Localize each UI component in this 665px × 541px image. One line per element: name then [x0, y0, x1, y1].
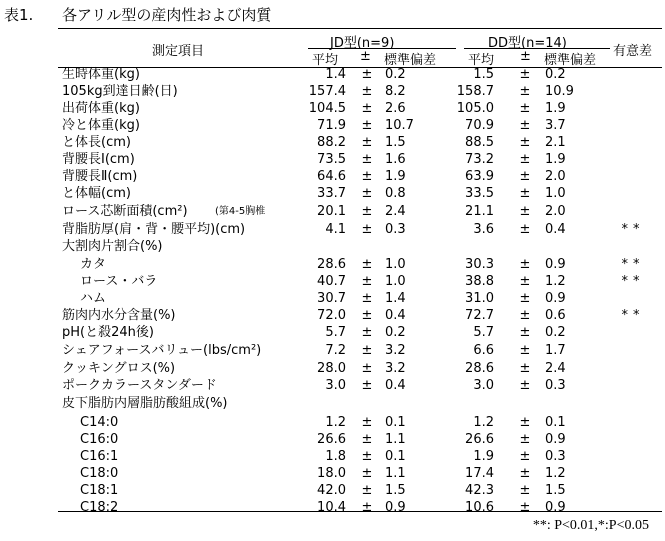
jd-sd-cell: 1.4 — [385, 291, 406, 306]
row-label: C18:0 — [80, 466, 119, 481]
table-row — [0, 273, 665, 290]
header-jd-pm: ± — [360, 49, 371, 64]
table-row — [0, 499, 665, 516]
jd-sd-cell: 0.2 — [385, 325, 406, 340]
dd-sd-cell: 0.1 — [545, 415, 566, 430]
header-jd-mean: 平均 — [312, 53, 339, 68]
jd-sd-cell: 1.9 — [385, 169, 406, 184]
dd-sd-cell: 0.9 — [545, 432, 566, 447]
dd-sd-cell: 1.2 — [545, 274, 566, 289]
header-group-dd: DD型(n=14) — [488, 36, 567, 51]
row-label: 背脂肪厚(肩・背・腰平均)(cm) — [62, 222, 246, 237]
jd-pm-cell: ± — [361, 222, 373, 237]
jd-sd-cell: 1.1 — [385, 466, 406, 481]
table-row — [0, 482, 665, 499]
row-label: 背腰長Ⅰ(cm) — [62, 152, 135, 167]
table-row — [0, 465, 665, 482]
dd-pm-cell: ± — [519, 361, 531, 376]
significance-cell: ** — [621, 308, 645, 323]
header-dd-sd: 標準偏差 — [544, 53, 597, 68]
dd-sd-cell: 0.9 — [545, 291, 566, 306]
dd-sd-cell: 2.1 — [545, 135, 566, 150]
dd-sd-cell: 0.3 — [545, 378, 566, 393]
dd-pm-cell: ± — [519, 135, 531, 150]
row-label: C18:1 — [80, 483, 119, 498]
jd-pm-cell: ± — [361, 291, 373, 306]
dd-sd-cell: 2.0 — [545, 204, 566, 219]
dd-sd-cell: 1.0 — [545, 186, 566, 201]
table-row — [0, 83, 665, 100]
dd-sd-cell: 0.3 — [545, 449, 566, 464]
jd-sd-cell: 8.2 — [385, 84, 406, 99]
jd-sd-cell: 10.7 — [385, 118, 414, 133]
dd-mean-cell: 72.7 — [465, 308, 494, 323]
jd-mean-cell: 28.0 — [317, 361, 346, 376]
table-row — [0, 307, 665, 324]
jd-mean-cell: 26.6 — [317, 432, 346, 447]
dd-mean-cell: 26.6 — [465, 432, 494, 447]
jd-pm-cell: ± — [361, 500, 373, 515]
jd-mean-cell: 71.9 — [317, 118, 346, 133]
dd-pm-cell: ± — [519, 308, 531, 323]
jd-mean-cell: 3.0 — [325, 378, 346, 393]
table-row — [0, 290, 665, 307]
row-label: ポークカラースタンダード — [62, 378, 217, 393]
dd-sd-cell: 0.4 — [545, 222, 566, 237]
jd-mean-cell: 33.7 — [317, 186, 346, 201]
jd-mean-cell: 28.6 — [317, 257, 346, 272]
jd-pm-cell: ± — [361, 257, 373, 272]
jd-mean-cell: 40.7 — [317, 274, 346, 289]
dd-mean-cell: 28.6 — [465, 361, 494, 376]
significance-cell: ** — [621, 222, 645, 237]
jd-sd-cell: 1.5 — [385, 483, 406, 498]
dd-pm-cell: ± — [519, 222, 531, 237]
row-label: 背腰長Ⅱ(cm) — [62, 169, 138, 184]
table-row — [0, 117, 665, 134]
header-dd-mean: 平均 — [468, 53, 495, 68]
jd-pm-cell: ± — [361, 378, 373, 393]
row-label-note: (第4-5胸椎 — [215, 206, 266, 217]
jd-mean-cell: 88.2 — [317, 135, 346, 150]
jd-pm-cell: ± — [361, 483, 373, 498]
jd-sd-cell: 0.4 — [385, 378, 406, 393]
dd-pm-cell: ± — [519, 186, 531, 201]
dd-mean-cell: 158.7 — [456, 84, 494, 99]
dd-pm-cell: ± — [519, 500, 531, 515]
dd-mean-cell: 17.4 — [465, 466, 494, 481]
table-number: 表1. — [4, 6, 34, 24]
dd-mean-cell: 5.7 — [473, 325, 494, 340]
row-label: と体長(cm) — [62, 135, 131, 150]
dd-pm-cell: ± — [519, 415, 531, 430]
dd-pm-cell: ± — [519, 432, 531, 447]
jd-pm-cell: ± — [361, 204, 373, 219]
row-label: 生時体重(kg) — [62, 67, 140, 82]
dd-mean-cell: 42.3 — [465, 483, 494, 498]
header-dd-pm: ± — [520, 49, 531, 64]
jd-pm-cell: ± — [361, 169, 373, 184]
table-row — [0, 342, 665, 359]
jd-mean-cell: 157.4 — [308, 84, 346, 99]
dd-pm-cell: ± — [519, 274, 531, 289]
jd-mean-cell: 1.2 — [325, 415, 346, 430]
jd-mean-cell: 20.1 — [317, 204, 346, 219]
dd-sd-cell: 0.2 — [545, 67, 566, 82]
jd-pm-cell: ± — [361, 308, 373, 323]
top-rule — [58, 28, 662, 29]
row-label: pH(と殺24h後) — [62, 325, 154, 340]
jd-sd-cell: 0.1 — [385, 449, 406, 464]
jd-mean-cell: 64.6 — [317, 169, 346, 184]
jd-sd-cell: 0.8 — [385, 186, 406, 201]
table-caption — [4, 4, 271, 25]
row-label: 皮下脂肪内層脂肪酸組成(%) — [62, 396, 228, 411]
dd-pm-cell: ± — [519, 67, 531, 82]
header-jd-sd: 標準偏差 — [384, 53, 437, 68]
jd-mean-cell: 42.0 — [317, 483, 346, 498]
jd-pm-cell: ± — [361, 432, 373, 447]
dd-mean-cell: 33.5 — [465, 186, 494, 201]
dd-pm-cell: ± — [519, 257, 531, 272]
jd-pm-cell: ± — [361, 135, 373, 150]
row-label: C16:1 — [80, 449, 119, 464]
row-label: と体幅(cm) — [62, 186, 131, 201]
table-title: 各アリル型の産肉性および肉質 — [62, 6, 272, 24]
jd-mean-cell: 7.2 — [325, 343, 346, 358]
dd-pm-cell: ± — [519, 325, 531, 340]
jd-sd-cell: 0.2 — [385, 67, 406, 82]
jd-sd-cell: 1.6 — [385, 152, 406, 167]
dd-mean-cell: 70.9 — [465, 118, 494, 133]
jd-mean-cell: 104.5 — [308, 101, 346, 116]
dd-mean-cell: 30.3 — [465, 257, 494, 272]
jd-sd-cell: 3.2 — [385, 361, 406, 376]
table-row — [0, 66, 665, 83]
jd-sd-cell: 1.1 — [385, 432, 406, 447]
row-label: 筋肉内水分含量(%) — [62, 308, 176, 323]
row-label: ロース・バラ — [80, 274, 158, 289]
row-label: ロース芯断面積(cm²) — [62, 204, 188, 219]
dd-mean-cell: 73.2 — [465, 152, 494, 167]
jd-pm-cell: ± — [361, 101, 373, 116]
row-label: カタ — [80, 257, 107, 272]
dd-sd-cell: 3.7 — [545, 118, 566, 133]
dd-sd-cell: 0.9 — [545, 500, 566, 515]
table-row — [0, 360, 665, 377]
table-row — [0, 151, 665, 168]
jd-mean-cell: 5.7 — [325, 325, 346, 340]
row-label: 大割肉片割合(%) — [62, 239, 163, 254]
dd-mean-cell: 1.5 — [473, 67, 494, 82]
jd-sd-cell: 0.3 — [385, 222, 406, 237]
table-row — [0, 203, 665, 220]
jd-pm-cell: ± — [361, 449, 373, 464]
dd-mean-cell: 1.2 — [473, 415, 494, 430]
row-label: 105kg到達日齢(日) — [62, 84, 178, 99]
jd-mean-cell: 1.4 — [325, 67, 346, 82]
table-row — [0, 256, 665, 273]
dd-sd-cell: 2.0 — [545, 169, 566, 184]
jd-pm-cell: ± — [361, 274, 373, 289]
dd-pm-cell: ± — [519, 483, 531, 498]
jd-mean-cell: 1.8 — [325, 449, 346, 464]
dd-pm-cell: ± — [519, 152, 531, 167]
table-row — [0, 168, 665, 185]
jd-pm-cell: ± — [361, 152, 373, 167]
jd-pm-cell: ± — [361, 186, 373, 201]
row-label: 出荷体重(kg) — [62, 101, 140, 116]
table-row — [0, 448, 665, 465]
dd-mean-cell: 21.1 — [465, 204, 494, 219]
dd-mean-cell: 3.0 — [473, 378, 494, 393]
row-label: C18:2 — [80, 500, 119, 515]
header-item-label: 測定項目 — [152, 44, 205, 59]
row-label: C14:0 — [80, 415, 119, 430]
significance-footnote: **: P<0.01,*:P<0.05 — [532, 518, 649, 533]
significance-cell: ** — [621, 274, 645, 289]
dd-sd-cell: 10.9 — [545, 84, 574, 99]
row-label: シェアフォースバリュー(lbs/cm²) — [62, 343, 262, 358]
table-row — [0, 431, 665, 448]
jd-sd-cell: 1.5 — [385, 135, 406, 150]
jd-mean-cell: 30.7 — [317, 291, 346, 306]
jd-sd-cell: 3.2 — [385, 343, 406, 358]
dd-sd-cell: 0.2 — [545, 325, 566, 340]
dd-mean-cell: 105.0 — [456, 101, 494, 116]
dd-mean-cell: 88.5 — [465, 135, 494, 150]
dd-sd-cell: 1.5 — [545, 483, 566, 498]
dd-sd-cell: 1.2 — [545, 466, 566, 481]
row-label: C16:0 — [80, 432, 119, 447]
table-row — [0, 324, 665, 341]
jd-mean-cell: 18.0 — [317, 466, 346, 481]
table-row — [0, 185, 665, 202]
table-row — [0, 377, 665, 394]
jd-pm-cell: ± — [361, 361, 373, 376]
bottom-rule — [58, 511, 662, 512]
dd-mean-cell: 38.8 — [465, 274, 494, 289]
dd-pm-cell: ± — [519, 101, 531, 116]
jd-sd-cell: 0.4 — [385, 308, 406, 323]
jd-pm-cell: ± — [361, 325, 373, 340]
table-row — [0, 395, 665, 412]
significance-cell: ** — [621, 257, 645, 272]
dd-sd-cell: 2.4 — [545, 361, 566, 376]
dd-sd-cell: 0.9 — [545, 257, 566, 272]
table-row — [0, 414, 665, 431]
dd-pm-cell: ± — [519, 449, 531, 464]
dd-mean-cell: 31.0 — [465, 291, 494, 306]
dd-mean-cell: 6.6 — [473, 343, 494, 358]
dd-pm-cell: ± — [519, 466, 531, 481]
jd-sd-cell: 0.9 — [385, 500, 406, 515]
dd-pm-cell: ± — [519, 378, 531, 393]
table-row — [0, 100, 665, 117]
jd-mean-cell: 4.1 — [325, 222, 346, 237]
row-label: 冷と体重(kg) — [62, 118, 140, 133]
dd-mean-cell: 3.6 — [473, 222, 494, 237]
dd-pm-cell: ± — [519, 169, 531, 184]
jd-pm-cell: ± — [361, 415, 373, 430]
jd-pm-cell: ± — [361, 118, 373, 133]
jd-pm-cell: ± — [361, 466, 373, 481]
jd-pm-cell: ± — [361, 67, 373, 82]
jd-pm-cell: ± — [361, 84, 373, 99]
dd-sd-cell: 1.9 — [545, 152, 566, 167]
dd-sd-cell: 1.7 — [545, 343, 566, 358]
dd-mean-cell: 1.9 — [473, 449, 494, 464]
dd-pm-cell: ± — [519, 343, 531, 358]
jd-sd-cell: 1.0 — [385, 274, 406, 289]
table-row — [0, 238, 665, 255]
jd-mean-cell: 72.0 — [317, 308, 346, 323]
jd-sd-cell: 1.0 — [385, 257, 406, 272]
jd-pm-cell: ± — [361, 343, 373, 358]
jd-mean-cell: 73.5 — [317, 152, 346, 167]
dd-sd-cell: 0.6 — [545, 308, 566, 323]
table-row — [0, 134, 665, 151]
header-group-jd: JD型(n=9) — [330, 36, 395, 51]
dd-pm-cell: ± — [519, 84, 531, 99]
jd-sd-cell: 0.1 — [385, 415, 406, 430]
header-significance: 有意差 — [613, 44, 653, 59]
jd-mean-cell: 10.4 — [317, 500, 346, 515]
dd-pm-cell: ± — [519, 118, 531, 133]
dd-sd-cell: 1.9 — [545, 101, 566, 116]
dd-pm-cell: ± — [519, 291, 531, 306]
table-row — [0, 221, 665, 238]
jd-sd-cell: 2.4 — [385, 204, 406, 219]
row-label: クッキングロス(%) — [62, 361, 176, 376]
dd-mean-cell: 63.9 — [465, 169, 494, 184]
dd-pm-cell: ± — [519, 204, 531, 219]
row-label: ハム — [80, 291, 107, 306]
dd-mean-cell: 10.6 — [465, 500, 494, 515]
jd-sd-cell: 2.6 — [385, 101, 406, 116]
